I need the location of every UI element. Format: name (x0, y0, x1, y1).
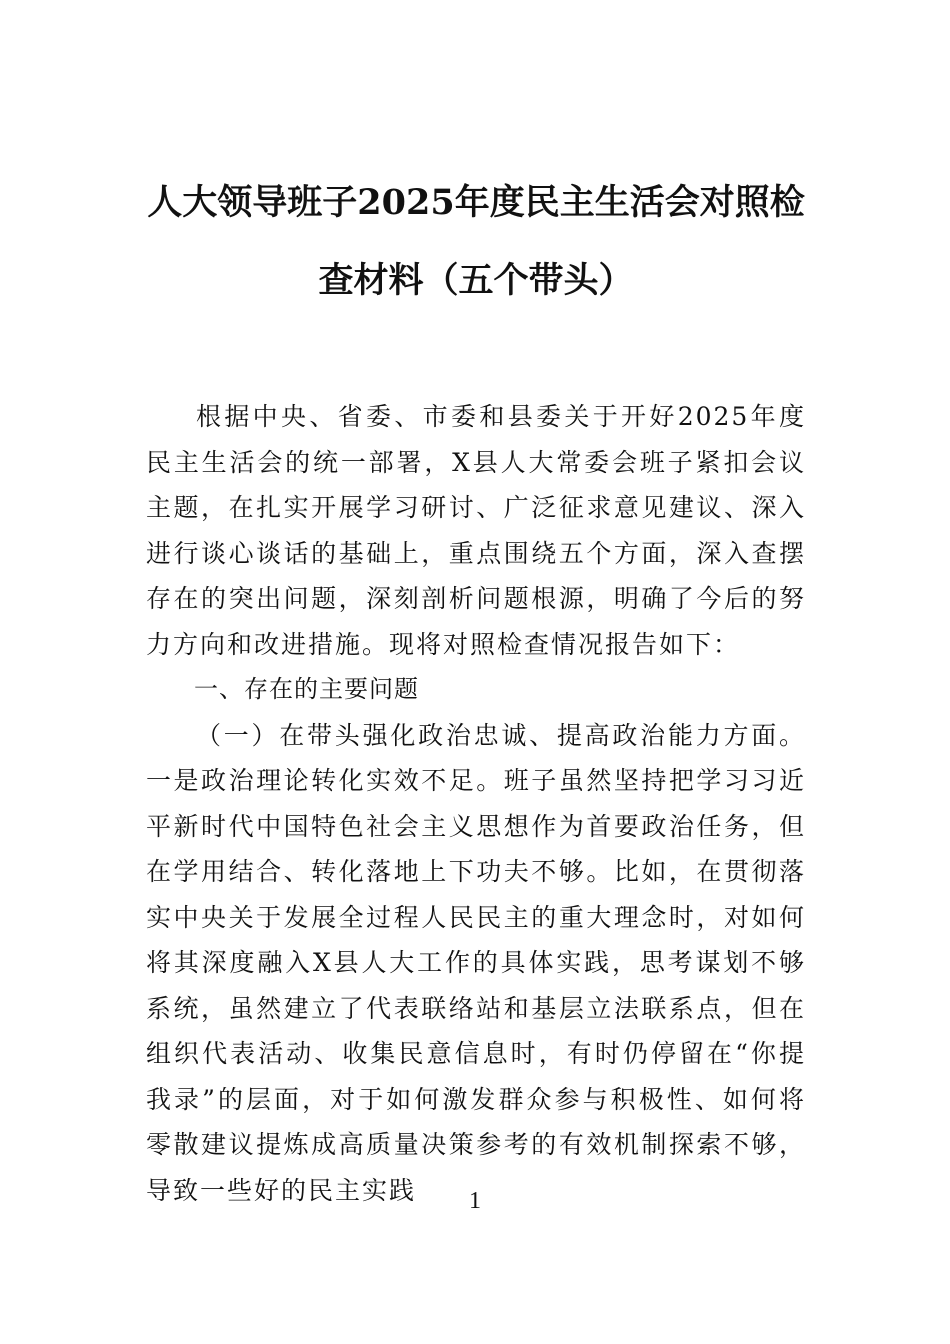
section-heading-1: 一、存在的主要问题 (194, 675, 419, 703)
subsection-body-1: 一是政治理论转化实效不足。班子虽然坚持把学习习近平新时代中国特色社会主义思想作为首要政治任务，但在学用结合、转化落地上下功夫不够。比如，在贯彻落实中央关于发展全过程人民民主的重大理念时，对如何将其深度融入X县人大工作的具体实践，思考谋划不够系统，虽然建立了代表联络站和基层立法联系点，但在组织代表活动、收集民意信息时，有时仍停留在“你提我录”的层面，对于如何激发群众参与积极性、如何将零散建议提炼成高质量决策参考的有效机制探索不够，导致一些好的民主实践 (146, 766, 806, 1205)
title-line-1: 人大领导班子2025年度民主生活会对照检 (147, 182, 805, 223)
document-body (146, 394, 806, 1213)
subsection-lead-1: （一）在带头强化政治忠诚、提高政治能力方面。 (196, 720, 806, 750)
title-line-2: 查材料（五个带头） (318, 260, 634, 301)
intro-paragraph: 根据中央、省委、市委和县委关于开好2025年度民主生活会的统一部署，X县人大常委会班子紧扣会议主题，在扎实开展学习研讨、广泛征求意见建议、深入进行谈心谈话的基础上，重点围绕五个方面，深入查摆存在的突出问题，深刻剖析问题根源，明确了今后的努力方向和改进措施。现将对照检查情况报告如下： (146, 402, 806, 659)
page-number: 1 (469, 1188, 481, 1214)
document-title (146, 164, 806, 320)
subsection-paragraph-1 (146, 713, 806, 1214)
